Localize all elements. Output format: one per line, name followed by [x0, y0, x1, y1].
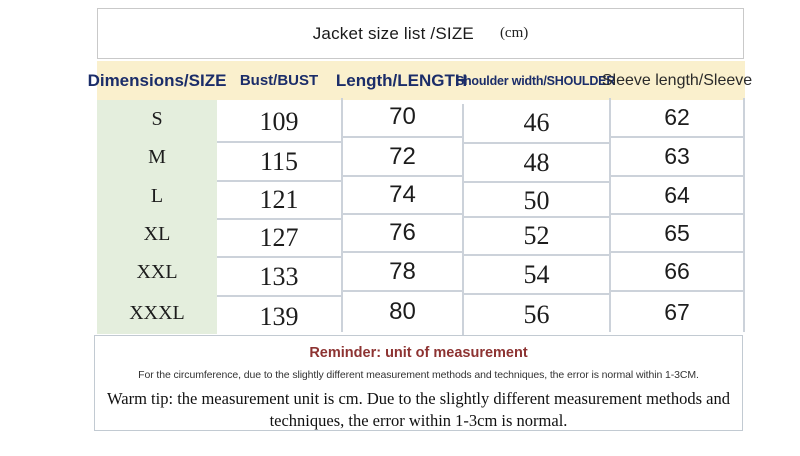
shoulder-cell: 56 [462, 293, 609, 335]
header-bust: Bust/BUST [239, 72, 319, 89]
unit-label: (cm) [499, 25, 529, 41]
circumference-note: For the circumference, due to the slightly different measurement methods and techniques, the error is normal within 1-3CM. [138, 369, 699, 381]
header-shoulder: Shoulder width/SHOULDER [455, 73, 616, 88]
size-cell: XL [97, 215, 217, 253]
length-cell: 76 [341, 213, 462, 251]
size-cell: L [97, 177, 217, 215]
size-cell: XXL [97, 253, 217, 292]
sleeve-cell: 62 [609, 98, 745, 136]
shoulder-cell: 46 [462, 104, 609, 142]
length-cell: 78 [341, 251, 462, 290]
length-cell: 80 [341, 290, 462, 332]
shoulder-cell: 50 [462, 181, 609, 219]
shoulder-cell: 52 [462, 216, 609, 254]
header-length: Length/LENGTH [335, 70, 468, 90]
length-cell: 70 [341, 98, 462, 136]
bust-cell: 139 [217, 295, 341, 337]
warm-tip-text: Warm tip: the measurement unit is cm. Due to the slightly different measurement methods and techniques, the error within 1-3cm is normal. [107, 389, 730, 430]
sleeve-cell: 64 [609, 175, 745, 213]
shoulder-cell: 48 [462, 142, 609, 181]
length-cell: 72 [341, 136, 462, 175]
sleeve-cell: 65 [609, 213, 745, 251]
bust-cell: 133 [217, 256, 341, 295]
header-sleeve: Sleeve length/Sleeve [601, 71, 753, 89]
page-title: Jacket size list /SIZE [312, 23, 474, 43]
bust-cell: 121 [217, 180, 341, 218]
table-header-row [87, 61, 753, 100]
measurement-reminder-box [94, 335, 743, 431]
bust-cell: 109 [259, 107, 299, 136]
bust-cell: 127 [217, 218, 341, 256]
header-dimensions: Dimensions/SIZE [87, 70, 227, 90]
shoulder-cell: 54 [462, 254, 609, 293]
chart-title-box [97, 8, 744, 59]
bust-cell: 115 [217, 141, 341, 180]
size-cell: S [97, 100, 217, 138]
size-cell: M [97, 138, 217, 177]
size-table-body [97, 100, 745, 334]
size-cell: XXXL [97, 292, 217, 334]
sleeve-cell: 63 [609, 136, 745, 175]
length-cell: 74 [341, 175, 462, 213]
sleeve-cell: 67 [609, 290, 745, 332]
sleeve-cell: 66 [609, 251, 745, 290]
reminder-title: Reminder: unit of measurement [309, 345, 528, 361]
